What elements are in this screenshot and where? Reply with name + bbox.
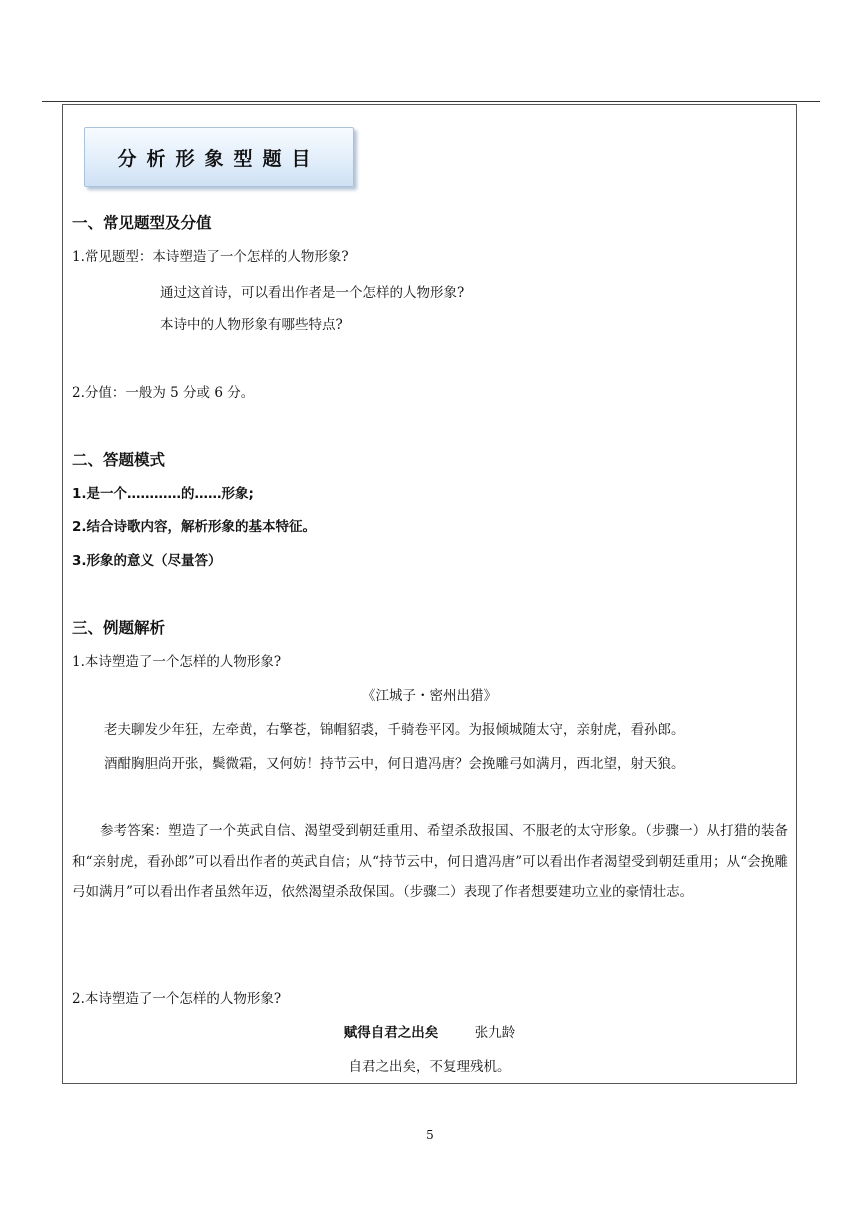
section1-heading: 一、常见题型及分值	[72, 214, 212, 232]
example1-question: 1.本诗塑造了一个怎样的人物形象?	[72, 654, 282, 670]
answer-pattern-item: 1.是一个…………的……形象;	[72, 486, 254, 502]
example2-poem-line: 自君之出矣，不复理残机。	[348, 1059, 511, 1075]
section3-heading: 三、例题解析	[72, 619, 166, 637]
example2-question: 2.本诗塑造了一个怎样的人物形象?	[72, 991, 282, 1007]
answer-pattern-item: 2.结合诗歌内容，解析形象的基本特征。	[72, 519, 317, 535]
question-type-1: 1.常见题型：本诗塑造了一个怎样的人物形象?	[72, 249, 349, 265]
answer-pattern-item: 3.形象的意义（尽量答）	[72, 553, 222, 569]
page-title: 分析形象型题目	[117, 147, 321, 170]
example1-poem-title: 《江城子・密州出猎》	[362, 688, 497, 704]
example1-answer: 参考答案：塑造了一个英武自信、渴望受到朝廷重用、希望杀敌报国、不服老的太守形象。（步骤一）从打猎的装备和“亲射虎，看孙郎”可以看出作者的英武自信；从“持节云中，何日遣冯唐”可以看出作者渴望受到朝廷重用；从“会挽雕弓如满月”可以看出作者虽然年迈，依然渴望杀敌保国。（步骤二）表现了作者想要建功立业的豪情壮志。	[72, 823, 788, 900]
section2-heading: 二、答题模式	[72, 451, 166, 469]
title-banner	[84, 127, 354, 187]
header-rule	[42, 101, 820, 102]
example1-poem-line: 酒酣胸胆尚开张，鬓微霜，又何妨！持节云中，何日遣冯唐？会挽雕弓如满月，西北望，射天狼。	[104, 756, 685, 772]
page-number: 5	[426, 1128, 434, 1142]
example2-poem-title: 赋得自君之出矣	[343, 1025, 439, 1041]
question-type-3: 本诗中的人物形象有哪些特点?	[160, 317, 343, 333]
example2-poem-author: 张九龄	[474, 1025, 516, 1041]
question-type-2: 通过这首诗，可以看出作者是一个怎样的人物形象?	[160, 285, 465, 301]
example1-poem-line: 老夫聊发少年狂，左牵黄，右擎苍，锦帽貂裘，千骑卷平冈。为报倾城随太守，亲射虎，看孙郎。	[104, 722, 685, 738]
example2-poem-heading	[62, 1024, 797, 1042]
score-value: 2.分值：一般为 5 分或 6 分。	[72, 385, 255, 401]
